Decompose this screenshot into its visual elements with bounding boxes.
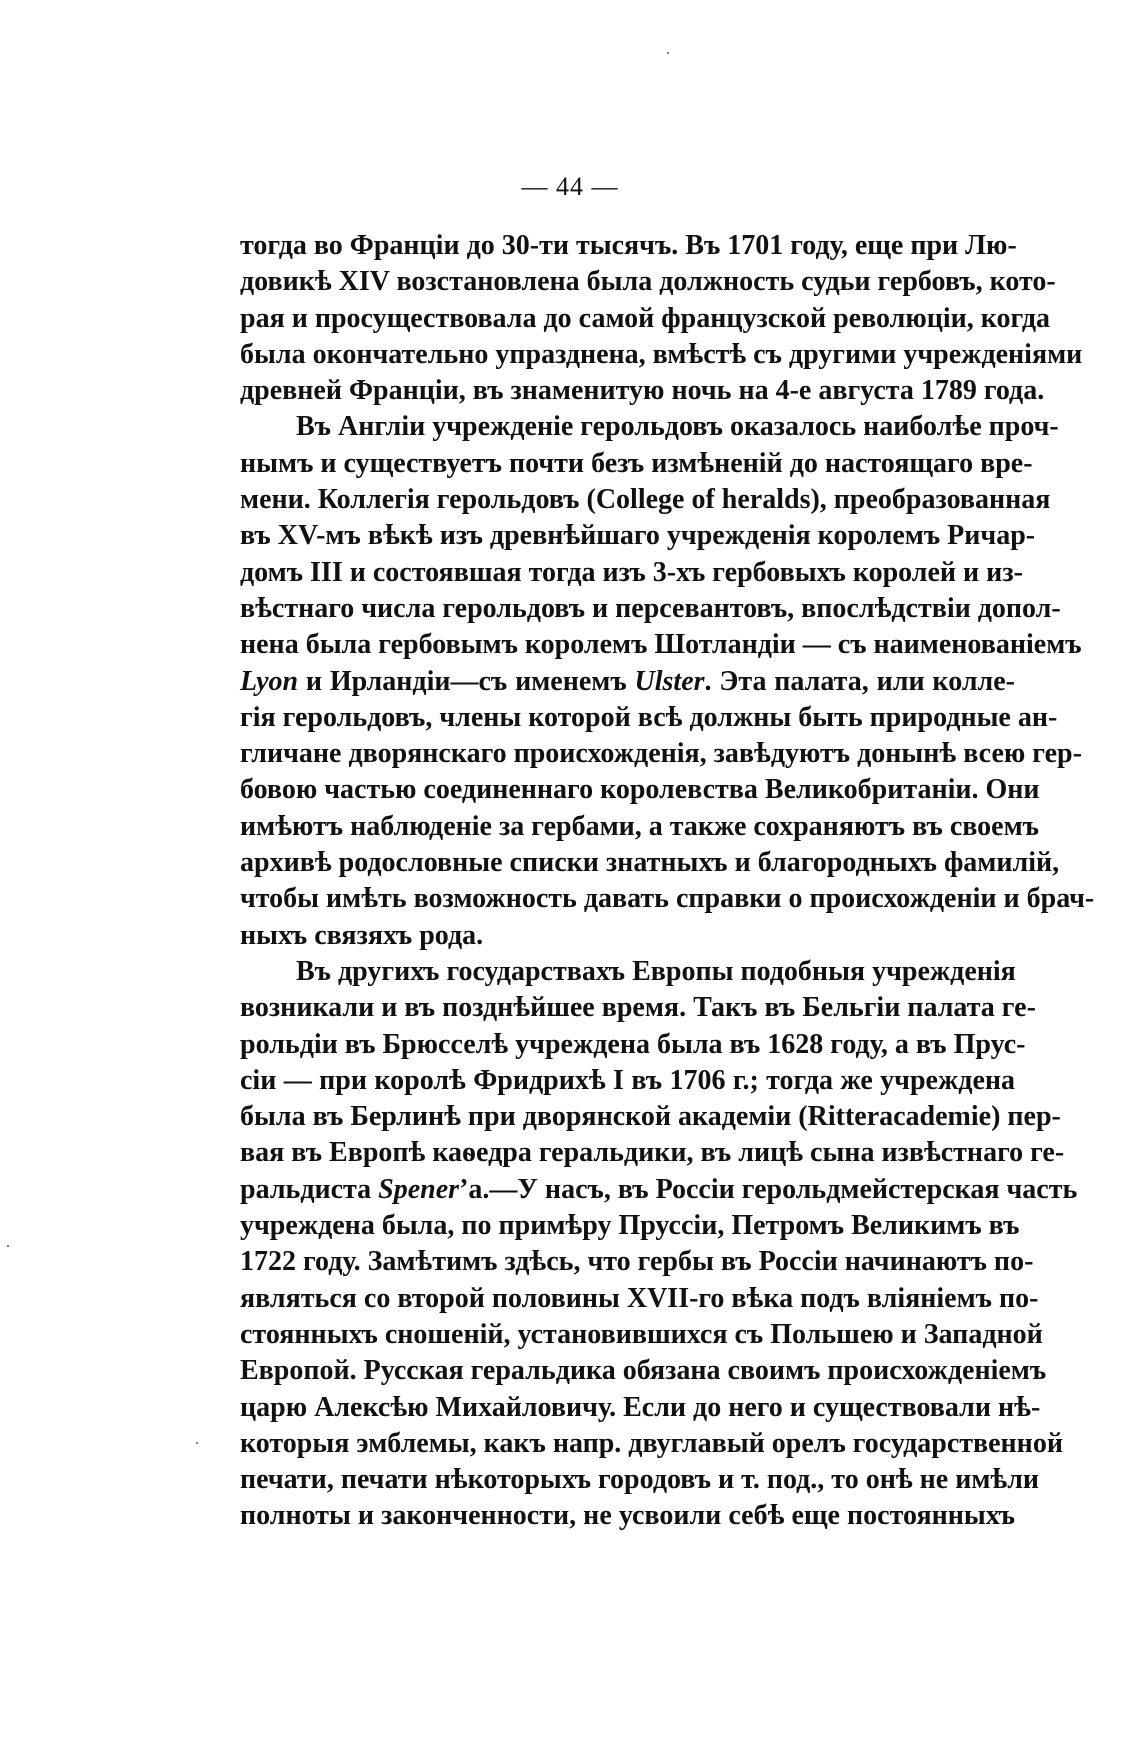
paragraph-2 [240,409,1095,953]
text-line: ныхъ связяхъ рода. [240,919,484,951]
text-line: была въ Берлинѣ при дворянской академіи (Ritteracademie) пер- [240,1101,1061,1133]
text-line: была окончательно упразднена, вмѣстѣ съ другими учрежденіями [240,338,1083,370]
text-line: стоянныхъ сношеній, установившихся съ Польшею и Западной [240,1318,1043,1350]
text-line: бовою частью соединеннаго королевства Великобританіи. Они [240,774,1040,806]
text-line: мени. Коллегія герольдовъ (College of heralds), преобразованная [240,484,1051,516]
text-line: рая и просуществовала до самой французской революціи, когда [240,302,1051,334]
text-line: Въ Англіи учрежденіе герольдовъ оказалось наиболѣе проч- [296,411,1059,443]
text-line: тогда во Франціи до 30-ти тысячъ. Въ 1701 году, еще при Лю- [240,230,1017,261]
text-line: въ XV-мъ вѣкѣ изъ древнѣйшаго учрежденія королемъ Ричар- [240,520,1036,552]
italic-name: Spener [378,1173,460,1205]
text-line: полноты и законченности, не усвоили себѣ еще постоянныхъ [240,1500,1015,1532]
text-line: гличане дворянскаго происхожденія, завѣдуютъ донынѣ всею гер- [240,738,1082,770]
text-line: нена была гербовымъ королемъ Шотландіи — съ наименованіемъ [240,629,1082,661]
text-line: Въ другихъ государствахъ Европы подобныя учрежденія [296,955,1016,987]
text-line: гія герольдовъ, члены которой всѣ должны быть природные ан- [240,701,1058,733]
text-line: царю Алексѣю Михайловичу. Если до него и существовали нѣ- [240,1391,1041,1423]
text-line: вѣстнаго числа герольдовъ и персевантовъ, впослѣдствіи допол- [240,592,1061,624]
text-line: сіи — при королѣ Фридрихѣ I въ 1706 г.; тогда же учреждена [240,1064,1015,1096]
text-line: ральдиста Spener’а.—У насъ, въ Россіи герольдмейстерская часть [240,1173,1078,1205]
paragraph-1 [240,228,1083,409]
text-line: учреждена была, по примѣру Пруссіи, Петромъ Великимъ въ [240,1210,1020,1242]
italic-name: Lyon [240,665,299,697]
text-line: которыя эмблемы, какъ напр. двуглавый орелъ государственной [240,1427,1063,1459]
body-text [240,228,1095,1535]
text-line: нымъ и существуетъ почти безъ измѣненій до настоящаго вре- [240,447,1033,479]
paper-speck [7,1245,9,1247]
text-line: Lyon и Ирландіи—съ именемъ Ulster. Эта палата, или колле- [240,665,1015,697]
paper-speck [196,1442,198,1444]
text-line: 1722 году. Замѣтимъ здѣсь, что гербы въ Россіи начинаютъ по- [240,1246,1034,1278]
text-line: вая въ Европѣ каѳедра геральдики, въ лицѣ сына извѣстнаго ге- [240,1137,1065,1169]
text-line: архивѣ родословные списки знатныхъ и благородныхъ фамилій, [240,847,1060,879]
italic-name: Ulster [634,665,705,697]
text-line: довикѣ XIV возстановлена была должность судьи гербовъ, кото- [240,266,1056,298]
text-line: домъ III и состоявшая тогда изъ 3-хъ гербовыхъ королей и из- [240,556,1023,588]
text-line: чтобы имѣть возможность давать справки о происхожденіи и брач- [240,883,1095,915]
text-line: печати, печати нѣкоторыхъ городовъ и т. под., то онѣ не имѣли [240,1464,1040,1496]
paper-speck [667,52,669,54]
text-line: Европой. Русская геральдика обязана своимъ происхожденіемъ [240,1355,1047,1387]
page-number: — 44 — [521,172,619,201]
text-line: имѣютъ наблюденіе за гербами, а также сохраняютъ въ своемъ [240,810,1039,842]
text-line: древней Франціи, въ знаменитую ночь на 4-е августа 1789 года. [240,375,1045,407]
paragraph-3 [240,954,1078,1535]
text-line: возникали и въ позднѣйшее время. Такъ въ Бельгіи палата ге- [240,992,1036,1024]
text-line: рольдіи въ Брюсселѣ учреждена была въ 1628 году, а въ Прус- [240,1028,1026,1060]
text-line: являться со второй половины XVII-го вѣка подъ вліяніемъ по- [240,1282,1039,1314]
